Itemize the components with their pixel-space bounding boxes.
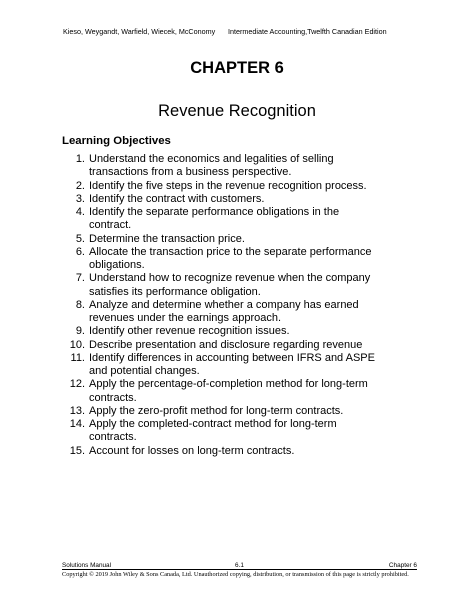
objectives-list: [60, 153, 380, 458]
footer-left: Solutions Manual: [62, 562, 112, 569]
list-item: [60, 445, 380, 458]
list-item-text: Identify the contract with customers.: [89, 192, 265, 205]
list-item-text: Identify other revenue recognition issues.: [89, 325, 290, 338]
footer-page-number: 6.1: [235, 562, 244, 569]
list-item: [60, 405, 380, 418]
list-item-number: 13.: [69, 404, 85, 417]
list-item-number: 14.: [69, 418, 85, 430]
list-item-text: Apply the completed-contract method for long-term contracts.: [89, 418, 337, 444]
list-item-text: Describe presentation and disclosure regarding revenue: [89, 338, 363, 351]
list-item: [60, 206, 380, 233]
list-item: [60, 180, 380, 193]
list-item-text: Identify the five steps in the revenue recognition process.: [89, 179, 367, 192]
objectives-heading: Learning Objectives: [62, 135, 171, 147]
list-item-number: 15.: [69, 444, 85, 457]
list-item: [60, 418, 380, 445]
page-title: Revenue Recognition: [158, 102, 316, 120]
list-item: [60, 153, 380, 180]
list-item-text: Allocate the transaction price to the separate performance obligations.: [89, 245, 372, 271]
list-item-number: 11.: [70, 351, 85, 364]
list-item-number: 2.: [75, 179, 85, 192]
list-item-text: Apply the zero-profit method for long-term contracts.: [89, 404, 344, 417]
list-item-text: Apply the percentage-of-completion method for long-term contracts.: [89, 378, 368, 404]
list-item: [60, 339, 380, 352]
list-item: [60, 246, 380, 273]
list-item-text: Account for losses on long-term contracts.: [89, 444, 295, 457]
footer-right: Chapter 6: [388, 562, 417, 569]
list-item-text: Analyze and determine whether a company has earned revenues under the earnings approach.: [89, 298, 359, 324]
list-item-number: 1.: [75, 153, 85, 165]
header-authors: Kieso, Weygandt, Warfield, Wiecek, McConomy: [63, 27, 216, 36]
list-item: [60, 325, 380, 338]
list-item-number: 7.: [75, 272, 85, 285]
list-item-number: 4.: [75, 206, 85, 218]
list-item-text: Identify differences in accounting between IFRS and ASPE and potential changes.: [89, 351, 375, 377]
list-item-text: Understand the economics and legalities of selling transactions from a business perspective.: [89, 153, 334, 179]
list-item-number: 6.: [75, 245, 85, 258]
footer-divider: [62, 569, 417, 570]
header-book-title: Intermediate Accounting,Twelfth Canadian Edition: [228, 27, 387, 36]
list-item-text: Identify the separate performance obligations in the contract.: [89, 206, 340, 232]
list-item-number: 9.: [75, 325, 85, 338]
list-item-number: 8.: [75, 298, 85, 311]
chapter-label: CHAPTER 6: [190, 59, 284, 77]
list-item-number: 10.: [69, 338, 85, 351]
list-item: [60, 299, 380, 326]
list-item-number: 3.: [75, 192, 85, 205]
list-item: [60, 378, 380, 405]
list-item: [60, 193, 380, 206]
list-item: [60, 272, 380, 299]
list-item-number: 5.: [75, 232, 85, 245]
list-item: [60, 352, 380, 379]
footer-copyright: Copyright © 2019 John Wiley & Sons Canada, Ltd. Unauthorized copying, distribution, or transmission of this page is strictly prohibited.: [62, 571, 409, 578]
list-item-text: Determine the transaction price.: [89, 232, 245, 245]
list-item: [60, 233, 380, 246]
list-item-text: Understand how to recognize revenue when the company satisfies its performance obligation.: [89, 272, 371, 298]
list-item-number: 12.: [69, 378, 85, 391]
